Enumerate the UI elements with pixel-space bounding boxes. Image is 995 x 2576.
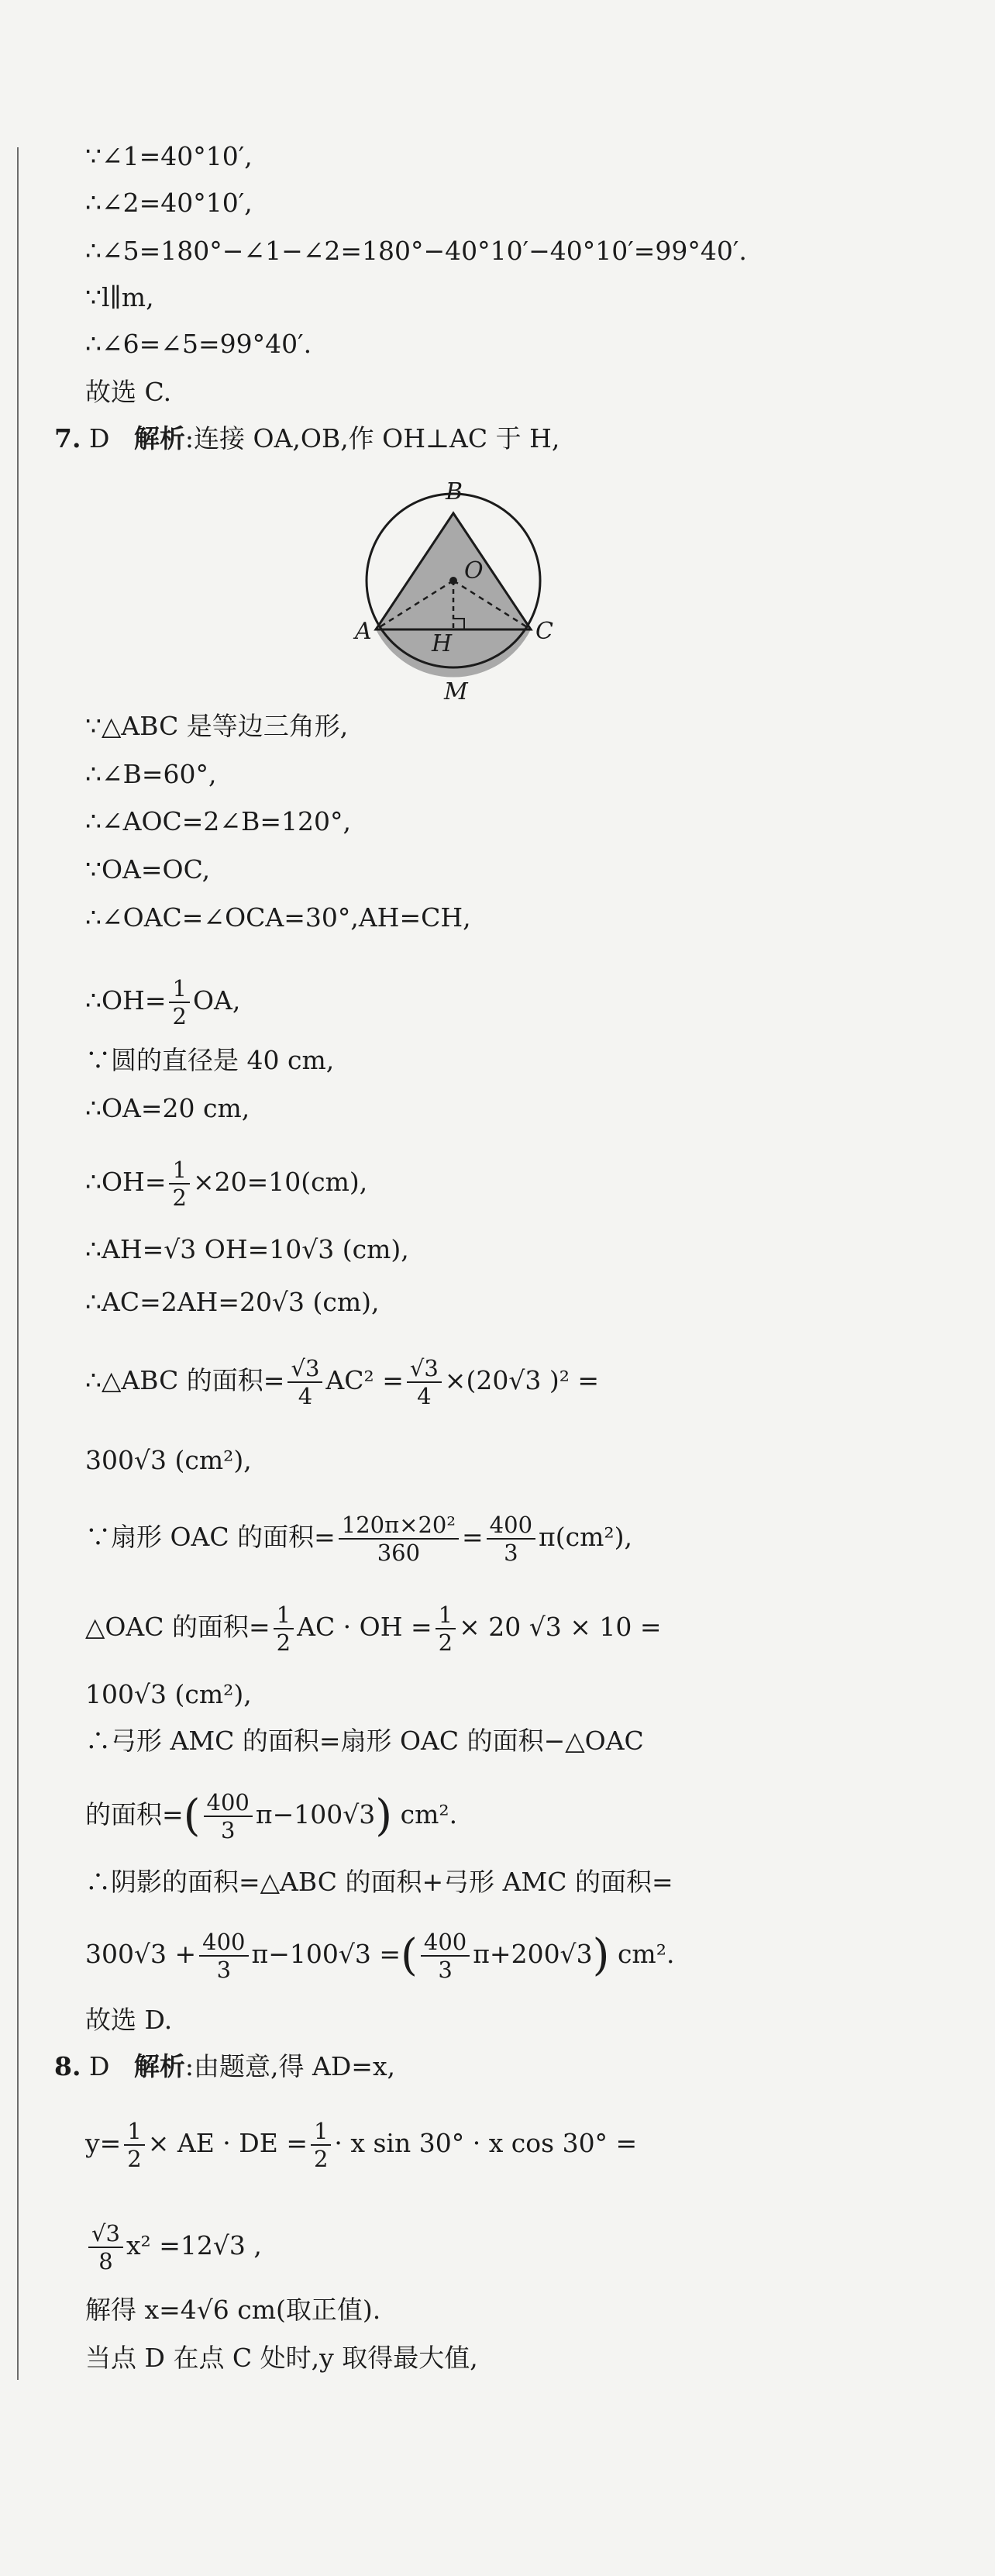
text-pre: △OAC 的面积=: [85, 1612, 270, 1642]
line-4: ∵l∥m,: [85, 282, 154, 312]
line-a11: ∴AC=2AH=20√3 (cm),: [85, 1287, 380, 1317]
label-h: H: [432, 630, 453, 657]
denominator: 4: [298, 1383, 313, 1409]
analysis-text: :连接 OA,OB,作 OH⊥AC 于 H,: [184, 423, 560, 453]
line-a16: 100√3 (cm²),: [85, 1679, 252, 1709]
denominator: 2: [313, 2146, 329, 2172]
label-o: O: [464, 557, 484, 585]
fraction-sector: [339, 1512, 459, 1566]
text-mid: AC² =: [325, 1365, 404, 1395]
line-a14: [85, 1512, 632, 1566]
analysis-label: 解析: [133, 2051, 185, 2081]
line-b4: 当点 D 在点 C 处时,y 取得最大值,: [85, 2343, 478, 2373]
fraction-sqrt3-over-4: [407, 1355, 442, 1409]
numerator: √3: [407, 1355, 442, 1383]
text-pre: 300√3 +: [85, 1939, 197, 1969]
numerator: 1: [311, 2118, 331, 2146]
line-a5: ∴∠OAC=∠OCA=30°,AH=CH,: [85, 902, 471, 933]
line-a13: 300√3 (cm²),: [85, 1445, 252, 1475]
line-a19: ∴阴影的面积=△ABC 的面积+弓形 AMC 的面积=: [85, 1867, 673, 1897]
fraction-half: [124, 2118, 144, 2172]
numerator: 400: [421, 1929, 470, 1957]
text-post: π(cm²),: [539, 1522, 632, 1552]
text-in-paren: π+200√3: [473, 1939, 593, 1969]
text-post: x² =12√3 ,: [126, 2230, 262, 2260]
fraction-half: [169, 1157, 189, 1211]
numerator: √3: [88, 2220, 123, 2248]
answer-letter: D: [88, 423, 110, 453]
denominator: 3: [216, 1957, 232, 1983]
line-a9: [85, 1157, 367, 1211]
fraction-half: [169, 975, 189, 1029]
line-3: ∴∠5=180°−∠1−∠2=180°−40°10′−40°10′=99°40′.: [85, 236, 747, 266]
text-post: × 20 √3 × 10 =: [459, 1612, 662, 1642]
text-mid: AC · OH =: [297, 1612, 432, 1642]
line-b2: [85, 2220, 262, 2274]
margin-line: [17, 147, 19, 2380]
line-a18: [85, 1789, 457, 1843]
numerator: 400: [199, 1929, 248, 1957]
numerator: 1: [169, 1157, 189, 1185]
question-8-header: [54, 2050, 395, 2084]
text-post: ×(20√3 )² =: [444, 1365, 600, 1395]
text-mid: × AE · DE =: [147, 2128, 308, 2158]
text-pre: 的面积=: [85, 1799, 184, 1829]
text-mid: =: [462, 1522, 484, 1552]
line-2: ∴∠2=40°10′,: [85, 188, 253, 218]
numerator: 1: [274, 1602, 294, 1629]
triangle-abc: [376, 513, 531, 629]
fraction-sqrt3-over-4: [287, 1355, 322, 1409]
text-pre: ∴OH=: [85, 1167, 167, 1197]
circle-triangle-figure: [353, 474, 554, 707]
fraction-400-3: [204, 1789, 253, 1843]
answer-letter: D: [88, 2051, 110, 2081]
fraction-half: [274, 1602, 294, 1656]
denominator: 360: [377, 1540, 421, 1566]
denominator: 2: [276, 1629, 291, 1656]
text-pre: y=: [85, 2128, 122, 2158]
question-number: 7.: [54, 423, 81, 453]
denominator: 2: [172, 1185, 187, 1211]
numerator: 1: [169, 975, 189, 1003]
text-in-paren: π−100√3: [255, 1799, 376, 1829]
numerator: 1: [436, 1602, 456, 1629]
right-paren: ): [592, 1930, 610, 1981]
left-paren: (: [183, 1791, 201, 1841]
line-5: ∴∠6=∠5=99°40′.: [85, 329, 312, 359]
numerator: 1: [124, 2118, 144, 2146]
line-a8: ∴OA=20 cm,: [85, 1093, 250, 1123]
text-post: OA,: [192, 985, 241, 1016]
line-a6: [85, 975, 240, 1029]
numerator: 400: [204, 1789, 253, 1817]
line-a12: [85, 1355, 599, 1409]
line-a3: ∴∠AOC=2∠B=120°,: [85, 806, 351, 836]
fraction-400-3: [199, 1929, 248, 1983]
line-a10: ∴AH=√3 OH=10√3 (cm),: [85, 1234, 409, 1264]
label-c: C: [535, 618, 553, 645]
line-b1: [85, 2118, 637, 2172]
line-1: ∵∠1=40°10′,: [85, 141, 253, 171]
label-b: B: [446, 478, 463, 505]
line-a2: ∴∠B=60°,: [85, 759, 217, 789]
text-pre: ∴OH=: [85, 985, 167, 1016]
line-a17: ∴弓形 AMC 的面积=扇形 OAC 的面积−△OAC: [85, 1726, 644, 1756]
denominator: 8: [98, 2248, 113, 2274]
denominator: 2: [438, 1629, 453, 1656]
analysis-label: 解析: [133, 423, 185, 453]
denominator: 4: [417, 1383, 432, 1409]
fraction-half: [311, 2118, 331, 2172]
unit: cm².: [400, 1799, 458, 1829]
denominator: 3: [438, 1957, 453, 1983]
line-a4: ∵OA=OC,: [85, 854, 211, 885]
fraction-400-3: [421, 1929, 470, 1983]
text-post: ×20=10(cm),: [192, 1167, 368, 1197]
analysis-text: :由题意,得 AD=x,: [184, 2051, 396, 2081]
line-a1: ∵△ABC 是等边三角形,: [85, 711, 349, 741]
denominator: 3: [220, 1817, 236, 1843]
left-paren: (: [401, 1930, 418, 1981]
line-b3: 解得 x=4√6 cm(取正值).: [85, 2295, 381, 2325]
denominator: 2: [172, 1003, 187, 1029]
numerator: 400: [487, 1512, 535, 1540]
text-pre: ∵扇形 OAC 的面积=: [85, 1522, 336, 1552]
denominator: 3: [504, 1540, 518, 1566]
line-6: 故选 C.: [85, 377, 172, 407]
fraction-sqrt3-over-8: [88, 2220, 123, 2274]
denominator: 2: [127, 2146, 142, 2172]
line-a21: 故选 D.: [85, 2005, 173, 2035]
right-paren: ): [375, 1791, 393, 1841]
label-m: M: [444, 678, 468, 705]
label-a: A: [355, 618, 372, 645]
center-point: [449, 577, 457, 585]
text-mid: π−100√3 =: [251, 1939, 401, 1969]
line-a7: ∵圆的直径是 40 cm,: [85, 1045, 335, 1075]
unit: cm².: [617, 1939, 675, 1969]
text-post: · x sin 30° · x cos 30° =: [334, 2128, 638, 2158]
question-number: 8.: [54, 2051, 81, 2081]
line-a15: [85, 1602, 662, 1656]
text-pre: ∴△ABC 的面积=: [85, 1365, 285, 1395]
question-7-header: [54, 422, 559, 456]
segment-shaded: [376, 629, 531, 678]
numerator: 120π×20²: [339, 1512, 459, 1540]
line-a20: [85, 1929, 674, 1983]
fraction-half: [436, 1602, 456, 1656]
fraction-400-3: [487, 1512, 535, 1566]
numerator: √3: [287, 1355, 322, 1383]
